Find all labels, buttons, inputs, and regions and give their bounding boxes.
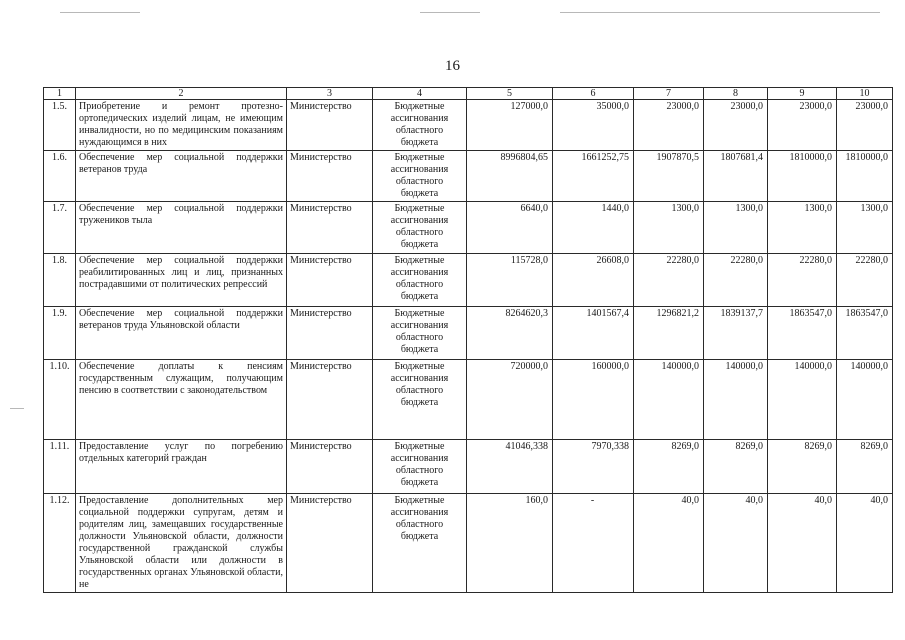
amount-cell: 115728,0 xyxy=(467,254,553,307)
executor-cell: Министерство xyxy=(287,440,373,494)
amount-cell: 22280,0 xyxy=(768,254,837,307)
amount-cell: 8269,0 xyxy=(837,440,893,494)
header-row xyxy=(44,88,893,100)
header-cell: 8 xyxy=(704,88,768,100)
amount-cell: 40,0 xyxy=(704,494,768,593)
table-row xyxy=(44,494,893,593)
amount-cell: 1401567,4 xyxy=(553,307,634,360)
amount-cell: 8269,0 xyxy=(704,440,768,494)
table-row xyxy=(44,100,893,151)
measure-title-cell: Обеспечение доплаты к пенсиям государственным служащим, получающим пенсию в соответствии с законодательством xyxy=(76,360,287,440)
amount-cell: 1863547,0 xyxy=(768,307,837,360)
funding-source-cell: Бюджетные ассигнования областного бюджета xyxy=(373,440,467,494)
row-number-cell: 1.5. xyxy=(44,100,76,151)
measure-title-cell: Обеспечение мер социальной поддержки тружеников тыла xyxy=(76,202,287,254)
amount-cell: 22280,0 xyxy=(837,254,893,307)
funding-source-cell: Бюджетные ассигнования областного бюджета xyxy=(373,307,467,360)
amount-cell: 40,0 xyxy=(837,494,893,593)
executor-cell: Министерство xyxy=(287,360,373,440)
scan-artifact xyxy=(60,12,140,13)
executor-cell: Министерство xyxy=(287,151,373,202)
amount-cell: 160000,0 xyxy=(553,360,634,440)
table-row xyxy=(44,307,893,360)
measure-title-cell: Обеспечение мер социальной поддержки ветеранов труда xyxy=(76,151,287,202)
executor-cell: Министерство xyxy=(287,307,373,360)
table-row xyxy=(44,202,893,254)
amount-cell: 8996804,65 xyxy=(467,151,553,202)
amount-cell: 1807681,4 xyxy=(704,151,768,202)
header-cell: 10 xyxy=(837,88,893,100)
row-number-cell: 1.8. xyxy=(44,254,76,307)
budget-table xyxy=(43,87,893,593)
amount-cell: 140000,0 xyxy=(768,360,837,440)
table-row xyxy=(44,440,893,494)
amount-cell: 127000,0 xyxy=(467,100,553,151)
funding-source-cell: Бюджетные ассигнования областного бюджета xyxy=(373,254,467,307)
funding-source-cell: Бюджетные ассигнования областного бюджета xyxy=(373,100,467,151)
amount-cell: 1300,0 xyxy=(704,202,768,254)
measure-title-cell: Обеспечение мер социальной поддержки ветеранов труда Ульяновской области xyxy=(76,307,287,360)
scan-artifact xyxy=(10,408,24,409)
funding-source-cell: Бюджетные ассигнования областного бюджета xyxy=(373,151,467,202)
row-number-cell: 1.10. xyxy=(44,360,76,440)
row-number-cell: 1.12. xyxy=(44,494,76,593)
amount-cell: 1440,0 xyxy=(553,202,634,254)
table-row xyxy=(44,360,893,440)
header-cell: 7 xyxy=(634,88,704,100)
row-number-cell: 1.9. xyxy=(44,307,76,360)
funding-source-cell: Бюджетные ассигнования областного бюджета xyxy=(373,360,467,440)
executor-cell: Министерство xyxy=(287,254,373,307)
amount-cell: 1296821,2 xyxy=(634,307,704,360)
amount-cell: 23000,0 xyxy=(704,100,768,151)
table-row xyxy=(44,254,893,307)
amount-cell: 40,0 xyxy=(634,494,704,593)
amount-cell: 160,0 xyxy=(467,494,553,593)
executor-cell: Министерство xyxy=(287,100,373,151)
amount-cell: 1810000,0 xyxy=(768,151,837,202)
funding-source-cell: Бюджетные ассигнования областного бюджета xyxy=(373,202,467,254)
amount-cell: 23000,0 xyxy=(634,100,704,151)
amount-cell: 8264620,3 xyxy=(467,307,553,360)
amount-cell: 1810000,0 xyxy=(837,151,893,202)
header-cell: 2 xyxy=(76,88,287,100)
executor-cell: Министерство xyxy=(287,494,373,593)
measure-title-cell: Предоставление услуг по погребению отдельных категорий граждан xyxy=(76,440,287,494)
amount-cell: 720000,0 xyxy=(467,360,553,440)
amount-cell: 1661252,75 xyxy=(553,151,634,202)
amount-cell: 140000,0 xyxy=(634,360,704,440)
amount-cell: 1300,0 xyxy=(837,202,893,254)
executor-cell: Министерство xyxy=(287,202,373,254)
row-number-cell: 1.6. xyxy=(44,151,76,202)
amount-cell: 23000,0 xyxy=(837,100,893,151)
amount-cell: 40,0 xyxy=(768,494,837,593)
page-number: 16 xyxy=(445,58,460,74)
amount-cell: 8269,0 xyxy=(768,440,837,494)
amount-cell: 22280,0 xyxy=(634,254,704,307)
amount-cell: 140000,0 xyxy=(837,360,893,440)
amount-cell: 23000,0 xyxy=(768,100,837,151)
amount-cell: 140000,0 xyxy=(704,360,768,440)
amount-cell: 1863547,0 xyxy=(837,307,893,360)
amount-cell: 1300,0 xyxy=(768,202,837,254)
header-cell: 1 xyxy=(44,88,76,100)
amount-cell: 26608,0 xyxy=(553,254,634,307)
amount-cell: 1907870,5 xyxy=(634,151,704,202)
amount-cell: 1300,0 xyxy=(634,202,704,254)
amount-cell: 35000,0 xyxy=(553,100,634,151)
scan-artifact xyxy=(560,12,880,13)
amount-cell: 1839137,7 xyxy=(704,307,768,360)
header-cell: 6 xyxy=(553,88,634,100)
amount-cell: - xyxy=(553,494,634,593)
amount-cell: 7970,338 xyxy=(553,440,634,494)
header-cell: 9 xyxy=(768,88,837,100)
header-cell: 5 xyxy=(467,88,553,100)
measure-title-cell: Обеспечение мер социальной поддержки реабилитированных лиц и лиц, признанных пострадавшими от политических репрессий xyxy=(76,254,287,307)
table-body xyxy=(44,88,893,593)
amount-cell: 8269,0 xyxy=(634,440,704,494)
scan-artifact xyxy=(420,12,480,13)
header-cell: 4 xyxy=(373,88,467,100)
measure-title-cell: Приобретение и ремонт протезно-ортопедических изделий лицам, не имеющим инвалидности, но по медицинским показаниям нуждающимся в них xyxy=(76,100,287,151)
table-row xyxy=(44,151,893,202)
row-number-cell: 1.7. xyxy=(44,202,76,254)
header-cell: 3 xyxy=(287,88,373,100)
measure-title-cell: Предоставление дополнительных мер социальной поддержки супругам, детям и родителям лиц, замещавших государственные должности Ульяновской области, должности государственной гражданской службы Ульяновской области или должности в государственных органах Ульяновской области, не xyxy=(76,494,287,593)
amount-cell: 22280,0 xyxy=(704,254,768,307)
funding-source-cell: Бюджетные ассигнования областного бюджета xyxy=(373,494,467,593)
amount-cell: 6640,0 xyxy=(467,202,553,254)
amount-cell: 41046,338 xyxy=(467,440,553,494)
row-number-cell: 1.11. xyxy=(44,440,76,494)
